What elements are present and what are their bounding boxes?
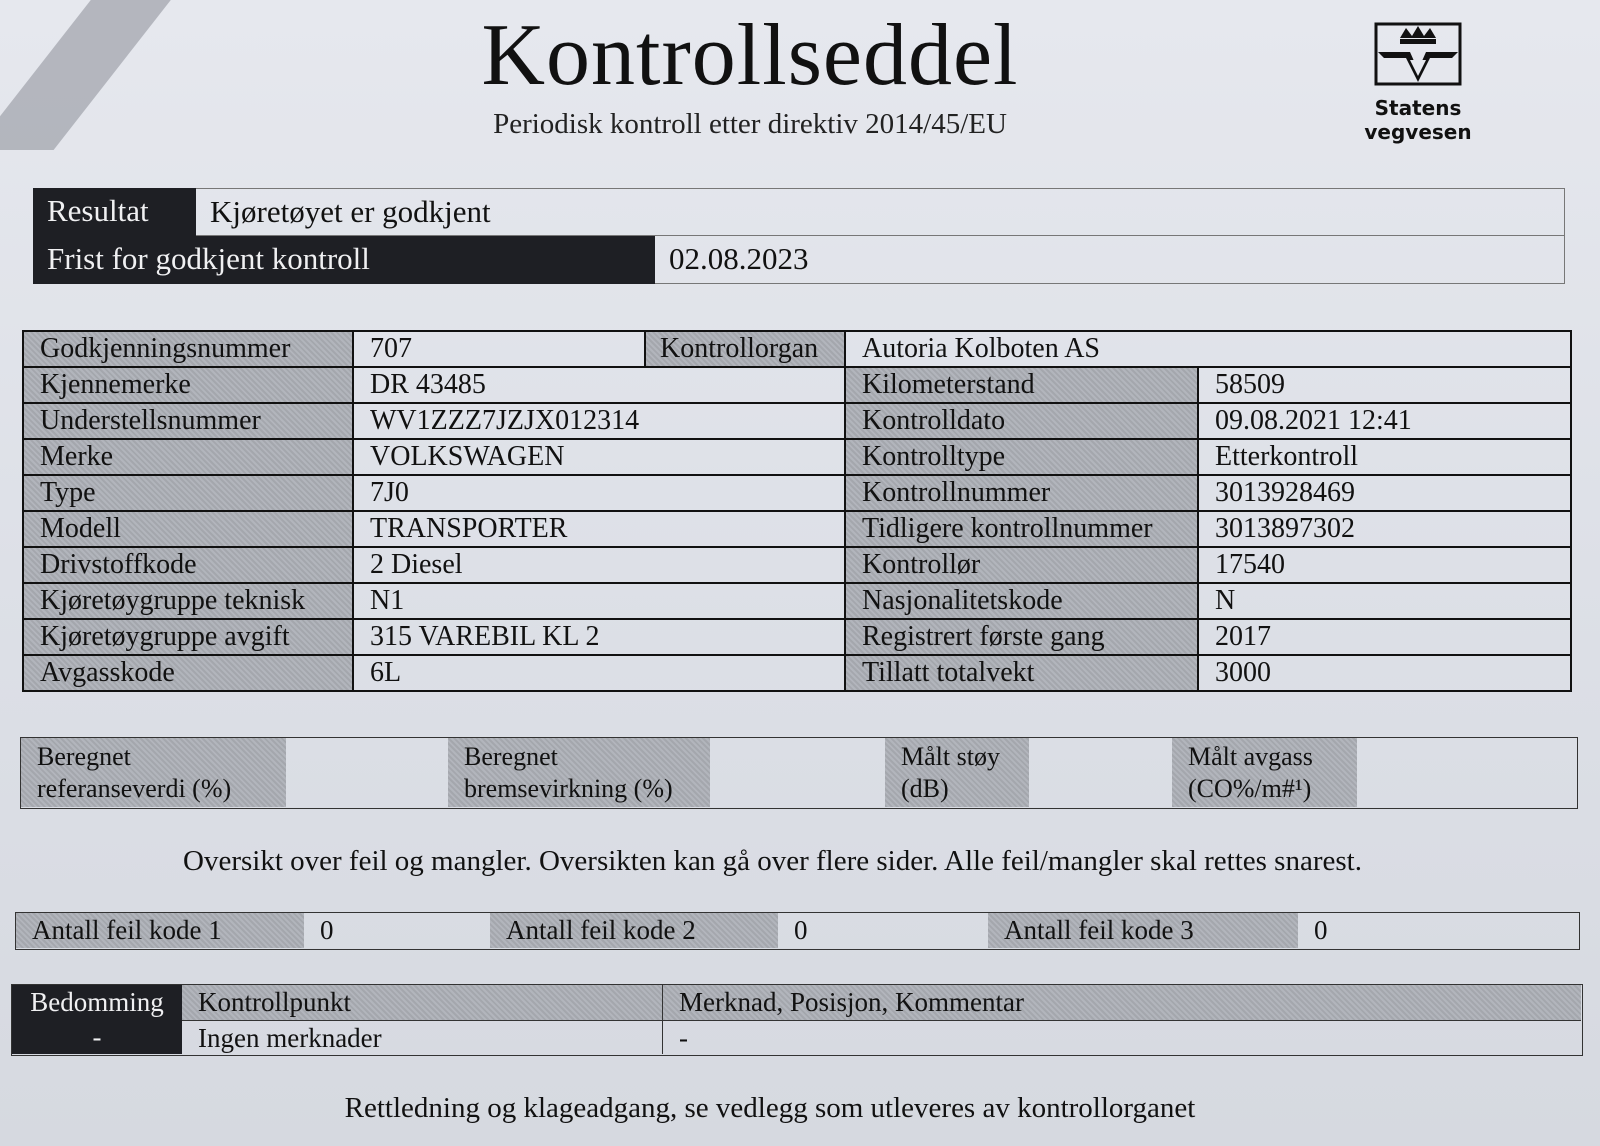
error-count-value: 0 bbox=[320, 915, 334, 945]
row-label-right: Registrert første gang bbox=[845, 619, 1198, 655]
document-title: Kontrollseddel bbox=[481, 7, 1019, 104]
error-count-strip bbox=[15, 912, 1580, 950]
row-label-right: Kontrollør bbox=[845, 547, 1198, 583]
table-row bbox=[23, 403, 1571, 439]
measurement-label bbox=[21, 738, 286, 807]
row-label-right: Tidligere kontrollnummer bbox=[845, 511, 1198, 547]
control-body-value: Autoria Kolboten AS bbox=[845, 331, 1571, 367]
measurement-label-line2: bremsevirkning (%) bbox=[464, 774, 673, 803]
error-count-value: 0 bbox=[1314, 915, 1328, 945]
row-label-right: Kontrolltype bbox=[845, 439, 1198, 475]
measurement-label bbox=[885, 738, 1029, 807]
measurement-label-line1: Beregnet bbox=[464, 742, 558, 771]
row-label: Drivstoffkode bbox=[23, 547, 353, 583]
row-label-right: Kontrolldato bbox=[845, 403, 1198, 439]
row-label: Modell bbox=[23, 511, 353, 547]
measurement-value bbox=[710, 738, 885, 807]
measurement-label-line1: Målt støy bbox=[901, 742, 1000, 771]
measurement-label bbox=[1172, 738, 1357, 807]
row-value-right: 09.08.2021 12:41 bbox=[1198, 403, 1571, 439]
measurement-value bbox=[1357, 738, 1576, 807]
row-label-right: Kontrollnummer bbox=[845, 475, 1198, 511]
table-row bbox=[23, 655, 1571, 691]
measurement-label-line1: Beregnet bbox=[37, 742, 131, 771]
row-value: VOLKSWAGEN bbox=[353, 439, 845, 475]
table-row bbox=[23, 439, 1571, 475]
row-label: Type bbox=[23, 475, 353, 511]
remark-header: Merknad, Posisjon, Kommentar bbox=[662, 985, 1581, 1020]
result-value: Kjøretøyet er godkjent bbox=[196, 188, 1565, 236]
deadline-value: 02.08.2023 bbox=[655, 236, 1565, 284]
approval-number-value: 707 bbox=[353, 331, 645, 367]
overview-text: Oversikt over feil og mangler. Oversikten kan gå over flere sider. Alle feil/mangler skal rettes snarest. bbox=[183, 845, 1362, 877]
table-row bbox=[23, 511, 1571, 547]
row-value-right: 3000 bbox=[1198, 655, 1571, 691]
checkpoint-header: Kontrollpunkt bbox=[182, 985, 662, 1020]
row-label: Understellsnummer bbox=[23, 403, 353, 439]
logo-text: Statens vegvesen bbox=[1364, 96, 1472, 144]
error-count-label: Antall feil kode 1 bbox=[16, 913, 304, 948]
measurement-label-line1: Målt avgass bbox=[1188, 742, 1313, 771]
measurement-label-line2: (dB) bbox=[901, 774, 949, 803]
row-value: 6L bbox=[353, 655, 845, 691]
measurement-label-line2: (CO%/m#¹) bbox=[1188, 774, 1312, 803]
error-count-label: Antall feil kode 2 bbox=[490, 913, 778, 948]
statens-vegvesen-logo bbox=[1318, 18, 1518, 144]
table-row bbox=[23, 367, 1571, 403]
measurement-strip bbox=[20, 737, 1578, 809]
table-row bbox=[23, 619, 1571, 655]
rating-value: - bbox=[92, 1022, 102, 1052]
row-value-right: 17540 bbox=[1198, 547, 1571, 583]
row-value-right: 2017 bbox=[1198, 619, 1571, 655]
result-block bbox=[33, 188, 1565, 284]
document-subtitle: Periodisk kontroll etter direktiv 2014/45/EU bbox=[493, 108, 1007, 140]
measurement-value bbox=[286, 738, 448, 807]
row-value: 315 VAREBIL KL 2 bbox=[353, 619, 845, 655]
row-value: DR 43485 bbox=[353, 367, 845, 403]
control-body-label: Kontrollorgan bbox=[645, 331, 845, 367]
error-count-label: Antall feil kode 3 bbox=[988, 913, 1298, 948]
row-value: TRANSPORTER bbox=[353, 511, 845, 547]
row-value-right: Etterkontroll bbox=[1198, 439, 1571, 475]
row-value: 7J0 bbox=[353, 475, 845, 511]
row-value-right: 3013928469 bbox=[1198, 475, 1571, 511]
checkpoint-value: Ingen merknader bbox=[182, 1020, 662, 1054]
row-value: WV1ZZZ7JZJX012314 bbox=[353, 403, 845, 439]
row-value: 2 Diesel bbox=[353, 547, 845, 583]
table-row bbox=[23, 331, 1571, 367]
crown-emblem-icon bbox=[1370, 18, 1466, 90]
footer-text: Rettledning og klageadgang, se vedlegg som utleveres av kontrollorganet bbox=[344, 1092, 1196, 1124]
row-value-right: 58509 bbox=[1198, 367, 1571, 403]
row-label: Avgasskode bbox=[23, 655, 353, 691]
row-value: N1 bbox=[353, 583, 845, 619]
table-row bbox=[23, 475, 1571, 511]
row-label-right: Tillatt totalvekt bbox=[845, 655, 1198, 691]
vehicle-info-table bbox=[22, 330, 1572, 692]
remark-value: - bbox=[662, 1020, 1581, 1054]
approval-number-label: Godkjenningsnummer bbox=[23, 331, 353, 367]
deadline-label: Frist for godkjent kontroll bbox=[33, 236, 655, 284]
rating-column bbox=[12, 985, 182, 1054]
row-label: Kjennemerke bbox=[23, 367, 353, 403]
measurement-label-line2: referanseverdi (%) bbox=[37, 774, 232, 803]
row-label: Merke bbox=[23, 439, 353, 475]
row-value-right: N bbox=[1198, 583, 1571, 619]
measurement-label bbox=[448, 738, 710, 807]
result-label: Resultat bbox=[33, 188, 196, 236]
row-value-right: 3013897302 bbox=[1198, 511, 1571, 547]
row-label-right: Nasjonalitetskode bbox=[845, 583, 1198, 619]
row-label: Kjøretøygruppe avgift bbox=[23, 619, 353, 655]
assessment-table bbox=[11, 984, 1583, 1056]
error-count-value: 0 bbox=[794, 915, 808, 945]
table-row bbox=[23, 583, 1571, 619]
table-row bbox=[23, 547, 1571, 583]
row-label-right: Kilometerstand bbox=[845, 367, 1198, 403]
measurement-value bbox=[1029, 738, 1172, 807]
rating-header: Bedomming bbox=[30, 987, 164, 1017]
row-label: Kjøretøygruppe teknisk bbox=[23, 583, 353, 619]
